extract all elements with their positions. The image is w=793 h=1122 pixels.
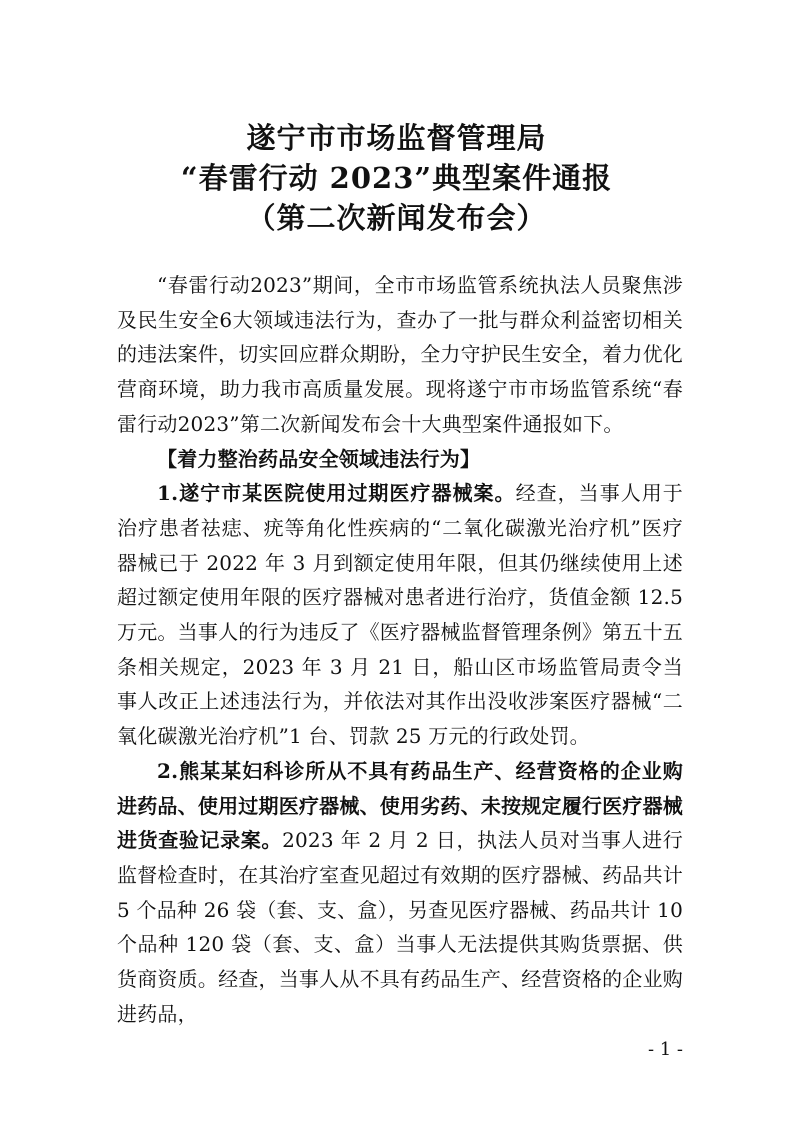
case-title-2: 2.熊某某妇科诊所从不具有药品生产、经营资格的企业购进药品、使用过期医疗器械、使用劣药、未按规定履行医疗器械进货查验记录案。 [117, 758, 683, 853]
case-paragraph-2 [117, 754, 683, 1032]
page-number: - 1 - [647, 1039, 683, 1060]
title-line-1: 遂宁市市场监督管理局 [246, 121, 547, 155]
case-paragraph-1 [117, 476, 683, 754]
title-line-2: “春雷行动 2023”典型案件通报 [180, 161, 613, 195]
case-body-2: 2023 年 2 月 2 日，执法人员对当事人进行监督检查时，在其治疗室查见超过有效期的医疗器械、药品共计 5 个品种 26 袋（套、支、盒），另查见医疗器械、药品共计 10 个品种 120 袋（套、支、盒）当事人无法提供其购货票据、供货商资质。经查，当事人从不具有药品生产、经营资格的企业购进药品， [117, 828, 683, 1026]
intro-paragraph: “春雷行动2023”期间，全市市场监管系统执法人员聚焦涉及民生安全6大领域违法行为，查办了一批与群众利益密切相关的违法案件，切实回应群众期盼，全力守护民生安全，着力优化营商环境，助力我市高质量发展。现将遂宁市市场监管系统“春雷行动2023”第二次新闻发布会十大典型案件通报如下。 [117, 273, 683, 436]
section-heading: 【着力整治药品安全领域违法行为】 [157, 446, 481, 471]
document-body [117, 268, 683, 1031]
title-line-3: （第二次新闻发布会） [246, 201, 547, 235]
document-title [0, 118, 793, 238]
case-body-1: 经查，当事人用于治疗患者祛痣、疣等角化性疾病的“二氧化碳激光治疗机”医疗器械已于 2022 年 3 月到额定使用年限，但其仍继续使用上述超过额定使用年限的医疗器械对患者进行治疗，货值金额 12.5 万元。当事人的行为违反了《医疗器械监督管理条例》第五十五条相关规定，2023 年 3 月 21 日，船山区市场监管局责令当事人改正上述违法行为，并依法对其作出没收涉案医疗器械“二氧化碳激光治疗机”1 台、罚款 25 万元的行政处罚。 [117, 481, 683, 749]
case-title-1: 1.遂宁市某医院使用过期医疗器械案。 [157, 481, 516, 506]
